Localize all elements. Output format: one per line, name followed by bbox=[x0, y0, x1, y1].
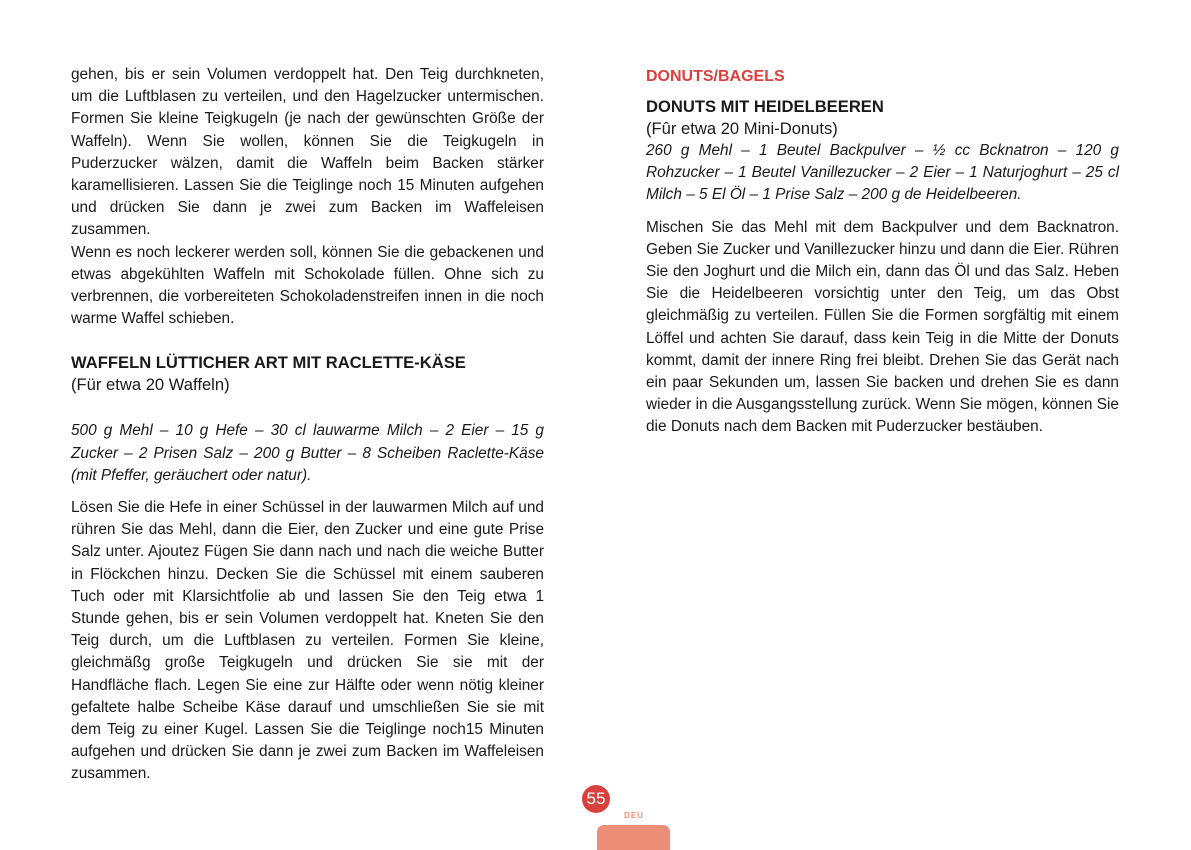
recipe-yield-donuts: (Fûr etwa 20 Mini-Donuts) bbox=[646, 119, 838, 138]
tip-paragraph: Wenn es noch leckerer werden soll, können Sie die gebackenen und etwas abgekühlten Waffeln mit Schokolade füllen. Ohne sich zu verbrennen, die vorbereiteten Schokoladenstreifen innen in die noch warme Waffel schieben. bbox=[71, 243, 544, 328]
instructions-donuts: Mischen Sie das Mehl mit dem Backpulver und dem Backnatron. Geben Sie Zucker und Vanillezucker hinzu und dann die Eier. Rühren Sie den Joghurt und die Milch ein, dann das Öl und das Salz. Heben Sie die Heidelbeeren vorsichtig unter den Teig, um das Obst gleichmäßig zu verteilen. Füllen Sie die Formen sorgfältig mit einem Löffel und achten Sie darauf, dass kein Teig in die Mitte der Donuts kommt, damit der innere Ring frei bleibt. Drehen Sie das Gerät nach ein paar Sekunden um, lassen Sie backen und drehen Sie es dann wieder in die Ausgangsstellung zurück. Wenn Sie mögen, können Sie die Donuts nach dem Backen mit Puderzucker bestäuben. bbox=[646, 218, 1119, 436]
language-label: DEU bbox=[624, 811, 644, 820]
recipe-title-donuts: DONUTS MIT HEIDELBEEREN bbox=[646, 97, 884, 116]
section-heading: DONUTS/BAGELS bbox=[646, 68, 785, 85]
intro-paragraph: gehen, bis er sein Volumen verdoppelt hat. Den Teig durchkneten, um die Luftblasen zu verteilen, und den Hagelzucker untermischen. Formen Sie kleine Teigkugeln (je nach der gewünschten Größe der Waffeln). Wenn Sie wollen, können Sie die Teigkugeln in Puderzucker wälzen, damit die Waffeln beim Backen stärker karamellisieren. Lassen Sie die Teiglinge noch 15 Minuten aufgehen und drücken Sie dann je zwei zum Backen im Waffeleisen zusammen. bbox=[71, 66, 544, 239]
instructions-waffeln: Lösen Sie die Hefe in einer Schüssel in der lauwarmen Milch auf und rühren Sie das Mehl, dann die Eier, den Zucker und eine gute Prise Salz unter. Ajoutez Fügen Sie dann nach und nach die weiche Butter in Flöckchen hinzu. Decken Sie die Schüssel mit einem sauberen Tuch oder mit Klarsichtfolie ab und lassen Sie den Teig etwa 1 Stunde gehen, bis er sein Volumen verdoppelt hat. Kneten Sie den Teig durch, um die Luftblasen zu verteilen. Formen Sie kleine, gleichmäßg große Teigkugeln und drücken Sie sie mit der Handfläche flach. Legen Sie eine zur Hälfte oder wenn nötig kleiner gefaltete halbe Scheibe Käse darauf und umschließen Sie sie mit dem Teig zu einer Kugel. Lassen Sie die Teiglinge noch15 Minuten aufgehen und drücken Sie dann je zwei zum Backen im Waffeleisen zusammen. bbox=[71, 499, 544, 783]
ingredients-donuts: 260 g Mehl – 1 Beutel Backpulver – ½ cc Bcknatron – 120 g Rohzucker – 1 Beutel Vanillezucker – 2 Eier – 1 Naturjoghurt – 25 cl Milch – 5 El Öl – 1 Prise Salz – 200 g de Heidelbeeren. bbox=[646, 142, 1119, 204]
recipe-yield-waffeln: (Für etwa 20 Waffeln) bbox=[71, 375, 230, 395]
page-number-badge: 55 bbox=[582, 785, 610, 813]
left-column bbox=[71, 64, 544, 786]
ingredients-waffeln: 500 g Mehl – 10 g Hefe – 30 cl lauwarme Milch – 2 Eier – 15 g Zucker – 2 Prisen Salz – 200 g Butter – 8 Scheiben Raclette-Käse (mit Pfeffer, geräuchert oder natur). bbox=[71, 422, 544, 484]
right-column bbox=[646, 64, 1119, 439]
language-tab bbox=[597, 825, 670, 850]
recipe-title-waffeln: WAFFELN LÜTTICHER ART MIT RACLETTE-KÄSE bbox=[71, 353, 466, 373]
